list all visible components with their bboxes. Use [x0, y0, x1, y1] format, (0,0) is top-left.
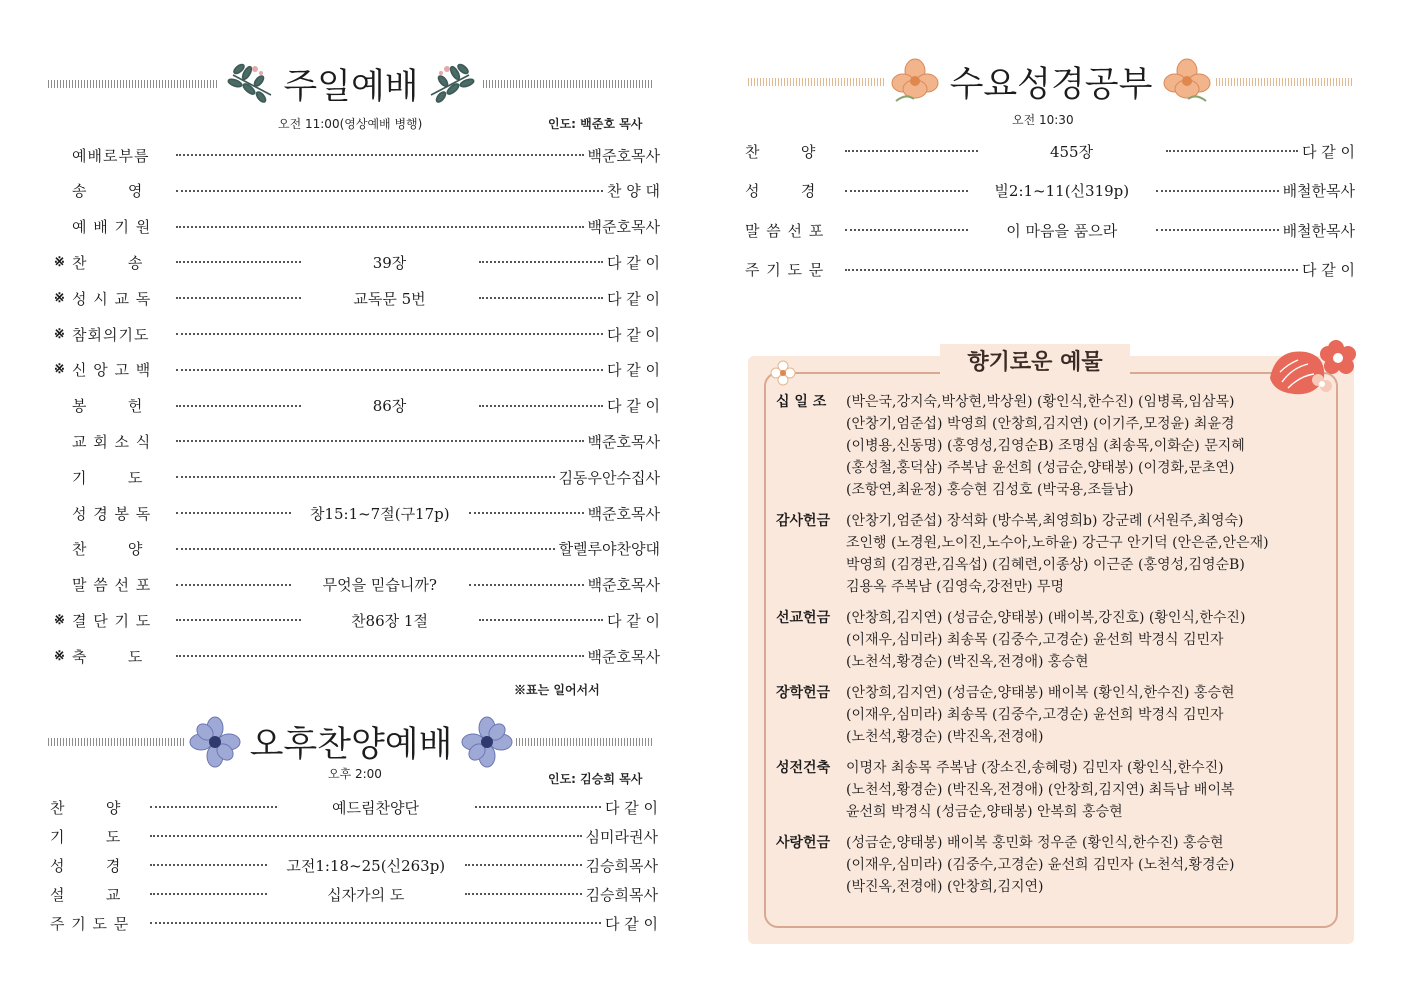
leader-dots	[150, 806, 277, 808]
order-label: 찬 송	[72, 253, 144, 272]
leader-dots	[465, 893, 582, 895]
order-person: 다 같 이	[607, 253, 661, 272]
order-label: 찬 양	[745, 142, 817, 161]
order-detail: 86장	[372, 397, 407, 416]
leader-dots	[176, 512, 291, 514]
order-row	[54, 536, 660, 562]
standing-mark: ※	[54, 648, 65, 664]
order-label: 성 경	[745, 182, 817, 200]
leader-dots	[176, 261, 301, 263]
order-person: 백준호목사	[587, 218, 660, 237]
standing-mark: ※	[54, 612, 65, 628]
order-person: 백준호목사	[587, 647, 660, 666]
standing-mark: ※	[54, 326, 65, 342]
standing-note: ※표는 일어서서	[514, 683, 600, 697]
leader-dots	[150, 893, 267, 895]
blue-flower-icon	[458, 713, 516, 771]
offering-category: 선교헌금	[776, 610, 831, 626]
order-person: 배철한목사	[1282, 182, 1356, 200]
order-row	[54, 643, 660, 669]
leader-dots	[176, 548, 555, 550]
order-person: 다 같 이	[604, 914, 658, 933]
order-label: 설 교	[50, 885, 122, 904]
offering-names	[846, 607, 1245, 673]
leader-dots	[176, 369, 603, 371]
order-row	[54, 572, 660, 598]
standing-mark: ※	[54, 290, 65, 306]
order-label: 예 배 기 원	[72, 218, 152, 237]
offering-line: (조항연,최윤정) 홍승현 김성호 (박국용,조들남)	[846, 482, 1134, 498]
offering-line: (이재우,심미라) 최송목 (김중수,고경순) 윤선희 박경식 김민자	[846, 707, 1224, 723]
leader-dots	[465, 864, 582, 866]
order-person: 다 같 이	[1301, 261, 1355, 279]
offering-line: 이명자 최송목 주복남 (장소진,송혜령) 김민자 (황인식,한수진)	[846, 760, 1224, 776]
order-row	[745, 217, 1355, 243]
afternoon-time: 오후 2:00	[328, 767, 382, 781]
leader-dots	[475, 806, 602, 808]
offering-line: 김용옥 주복남 (김영숙,강전만) 무명	[846, 579, 1065, 595]
order-row	[54, 607, 660, 633]
order-row	[745, 257, 1355, 283]
offering-line: (노천석,황경순) (박진옥,전경애) (안창희,김지연) 최득남 배이복	[846, 782, 1235, 798]
order-person: 배철한목사	[1282, 221, 1356, 240]
order-detail: 교독문 5번	[353, 289, 426, 308]
order-detail: 예드림찬양단	[332, 798, 419, 817]
order-row	[50, 794, 658, 820]
order-detail: 39장	[372, 253, 407, 272]
order-person: 백준호목사	[587, 146, 660, 165]
order-row	[50, 910, 658, 936]
offering-group	[776, 757, 1235, 823]
offering-category: 사랑헌금	[776, 835, 831, 851]
order-row	[54, 393, 660, 419]
order-row	[54, 500, 660, 526]
leader-dots	[845, 150, 978, 152]
leader-dots	[479, 619, 604, 621]
dotted-rule-left	[748, 78, 886, 86]
order-label: 예배로부름	[72, 146, 150, 165]
small-flower-icon	[768, 358, 798, 388]
order-row	[54, 178, 660, 204]
sunday-header	[48, 54, 654, 114]
offering-line: (홍성철,홍덕삼) 주복남 윤선희 (성금순,양태봉) (이경화,문초연)	[846, 460, 1235, 476]
leader-dots	[479, 261, 604, 263]
order-row	[54, 249, 660, 275]
order-person: 백준호목사	[587, 504, 661, 523]
offering-line: 박영희 (김경관,김옥섭) (김혜련,이종상) 이근준 (홍영성,김영순B)	[846, 557, 1245, 573]
order-label: 말 씀 선 포	[72, 576, 152, 595]
offering-line: 윤선희 박경식 (성금순,양태봉) 안복희 홍승현	[846, 804, 1123, 820]
offering-group	[776, 682, 1235, 748]
dotted-rule-left	[48, 80, 219, 88]
offering-group	[776, 391, 1245, 501]
order-label: 말 씀 선 포	[745, 221, 825, 240]
afternoon-header	[48, 712, 654, 772]
leader-dots	[845, 229, 968, 231]
dotted-rule-right	[516, 738, 654, 746]
leader-dots	[176, 333, 603, 335]
order-person: 찬 양 대	[606, 182, 660, 201]
leader-dots	[150, 922, 601, 924]
wednesday-header	[748, 52, 1354, 112]
leader-dots	[176, 405, 301, 407]
offering-names	[846, 757, 1235, 823]
order-label: 찬 양	[72, 540, 144, 559]
leader-dots	[176, 226, 584, 228]
offering-line: (박은국,강지숙,박상현,박상원) (황인식,한수진) (임병록,임삼목)	[846, 394, 1235, 410]
peach-flower-icon	[886, 53, 944, 111]
order-row	[50, 823, 658, 849]
leader-dots	[176, 476, 555, 478]
order-detail: 455장	[1049, 142, 1094, 161]
offering-category: 성전건축	[776, 760, 831, 776]
offering-names	[846, 682, 1235, 748]
leader-dots	[150, 835, 582, 837]
leader-dots	[1156, 229, 1279, 231]
offering-line: (이재우,심미라) (김중수,고경순) 윤선희 김민자 (노천석,황경순)	[846, 857, 1235, 873]
standing-mark: ※	[54, 254, 65, 270]
leader-dots	[176, 190, 603, 192]
dotted-rule-right	[1216, 78, 1354, 86]
order-person: 다 같 이	[605, 798, 659, 817]
order-row	[745, 138, 1355, 164]
leader-dots	[479, 297, 604, 299]
order-row	[54, 357, 660, 383]
order-label: 기 도	[72, 468, 144, 487]
sunday-time: 오전 11:00(영상예배 병행)	[278, 117, 423, 131]
order-row	[745, 178, 1355, 204]
sunday-title: 주일예배	[283, 67, 419, 107]
afternoon-title: 오후찬양예배	[249, 725, 453, 765]
leader-dots	[176, 655, 584, 657]
offering-line: (노천석,황경순) (박진옥,전경애) 홍승현	[846, 654, 1089, 670]
offering-line: (이재우,심미라) 최송목 (김중수,고경순) 윤선희 박경식 김민자	[846, 632, 1224, 648]
offering-line: (안창희,김지연) (성금순,양태봉) (배이복,강진호) (황인식,한수진)	[846, 610, 1246, 626]
order-label: 결 단 기 도	[72, 611, 152, 630]
offering-names	[846, 510, 1269, 598]
order-row	[50, 881, 658, 907]
order-detail: 이 마음을 품으라	[1006, 221, 1118, 240]
leader-dots	[176, 619, 301, 621]
order-person: 백준호목사	[587, 432, 660, 451]
order-person: 김승희목사	[585, 856, 659, 875]
order-detail: 빌2:1~11(신319p)	[994, 182, 1130, 200]
red-flower-cluster-icon	[1266, 338, 1366, 400]
order-label: 성 시 교 독	[72, 289, 152, 308]
order-person: 다 같 이	[606, 361, 660, 380]
order-row	[50, 852, 658, 878]
order-row	[54, 428, 660, 454]
sunday-leader: 인도: 백준호 목사	[548, 117, 643, 131]
leaf-branch-icon	[425, 55, 483, 113]
leader-dots	[845, 190, 968, 192]
order-row	[54, 285, 660, 311]
wednesday-title: 수요성경공부	[949, 65, 1153, 105]
order-person: 다 같 이	[607, 289, 661, 308]
order-label: 찬 양	[50, 798, 122, 817]
afternoon-leader: 인도: 김승희 목사	[548, 772, 643, 786]
order-person: 김동우안수집사	[558, 468, 660, 487]
offering-category: 감사헌금	[776, 513, 831, 529]
order-detail: 십자가의 도	[327, 885, 405, 904]
offering-category: 장학헌금	[776, 685, 831, 701]
leader-dots	[176, 440, 584, 442]
order-label: 성 경	[50, 856, 122, 875]
order-person: 다 같 이	[606, 325, 660, 344]
leader-dots	[176, 297, 301, 299]
leaf-branch-icon	[219, 55, 277, 113]
order-label: 봉 헌	[72, 397, 144, 416]
offering-line: (안창희,김지연) (성금순,양태봉) 배이복 (황인식,한수진) 홍승현	[846, 685, 1235, 701]
order-label: 축 도	[72, 647, 144, 666]
offering-group	[776, 607, 1245, 673]
offering-line: (이병용,신동명) (홍영성,김영순B) 조명심 (최송목,이화순) 문지혜	[846, 438, 1245, 454]
order-person: 심미라권사	[585, 827, 658, 846]
order-row	[54, 214, 660, 240]
order-detail: 고전1:18~25(신263p)	[286, 856, 446, 875]
order-row	[54, 464, 660, 490]
offering-line: (성금순,양태봉) 배이복 홍민화 정우준 (황인식,한수진) 홍승현	[846, 835, 1224, 851]
offering-category: 십 일 조	[776, 394, 827, 410]
offerings-title: 향기로운 예물	[967, 350, 1103, 375]
wednesday-time: 오전 10:30	[1012, 113, 1074, 127]
standing-mark: ※	[54, 362, 65, 378]
order-person: 김승희목사	[585, 885, 659, 904]
dotted-rule-left	[48, 738, 186, 746]
leader-dots	[469, 512, 584, 514]
leader-dots	[1166, 150, 1299, 152]
leader-dots	[176, 584, 291, 586]
order-label: 송 영	[72, 182, 144, 201]
order-person: 다 같 이	[607, 611, 661, 630]
offering-line: (노천석,황경순) (박진옥,전경애)	[846, 729, 1044, 745]
offering-line: (박진옥,전경애) (안창희,김지연)	[846, 879, 1044, 895]
order-detail: 무엇을 믿습니까?	[322, 576, 437, 595]
offering-group	[776, 510, 1269, 598]
leader-dots	[176, 154, 584, 156]
offering-group	[776, 832, 1235, 898]
offering-line: (안창기,엄준섭) 장석화 (방수복,최영희b) 강군례 (서원주,최영숙)	[846, 513, 1244, 529]
leader-dots	[479, 405, 604, 407]
order-detail: 창15:1~7절(구17p)	[309, 504, 450, 523]
order-label: 기 도	[50, 827, 122, 846]
leader-dots	[845, 269, 1298, 271]
offering-names	[846, 391, 1245, 501]
order-label: 주 기 도 문	[50, 914, 130, 933]
order-label: 성 경 봉 독	[72, 504, 152, 523]
order-label: 신 앙 고 백	[72, 361, 152, 380]
offering-line: 조인행 (노경원,노이진,노수아,노하윤) 강근구 안기덕 (안은준,안은재)	[846, 535, 1269, 551]
leader-dots	[469, 584, 584, 586]
order-label: 교 회 소 식	[72, 432, 152, 451]
leader-dots	[1156, 190, 1279, 192]
peach-flower-icon	[1158, 53, 1216, 111]
order-label: 참회의기도	[72, 325, 150, 344]
dotted-rule-right	[483, 80, 654, 88]
order-row	[54, 321, 660, 347]
order-row	[54, 142, 660, 168]
offering-names	[846, 832, 1235, 898]
blue-flower-icon	[186, 713, 244, 771]
leader-dots	[150, 864, 267, 866]
order-person: 다 같 이	[1302, 142, 1356, 161]
order-person: 할렐루야찬양대	[558, 540, 660, 559]
order-person: 다 같 이	[607, 397, 661, 416]
offering-line: (안창기,엄준섭) 박영희 (안창희,김지연) (이기주,모정윤) 최윤경	[846, 416, 1235, 432]
order-detail: 찬86장 1절	[351, 611, 428, 630]
order-person: 백준호목사	[587, 576, 661, 595]
order-label: 주 기 도 문	[745, 261, 825, 279]
